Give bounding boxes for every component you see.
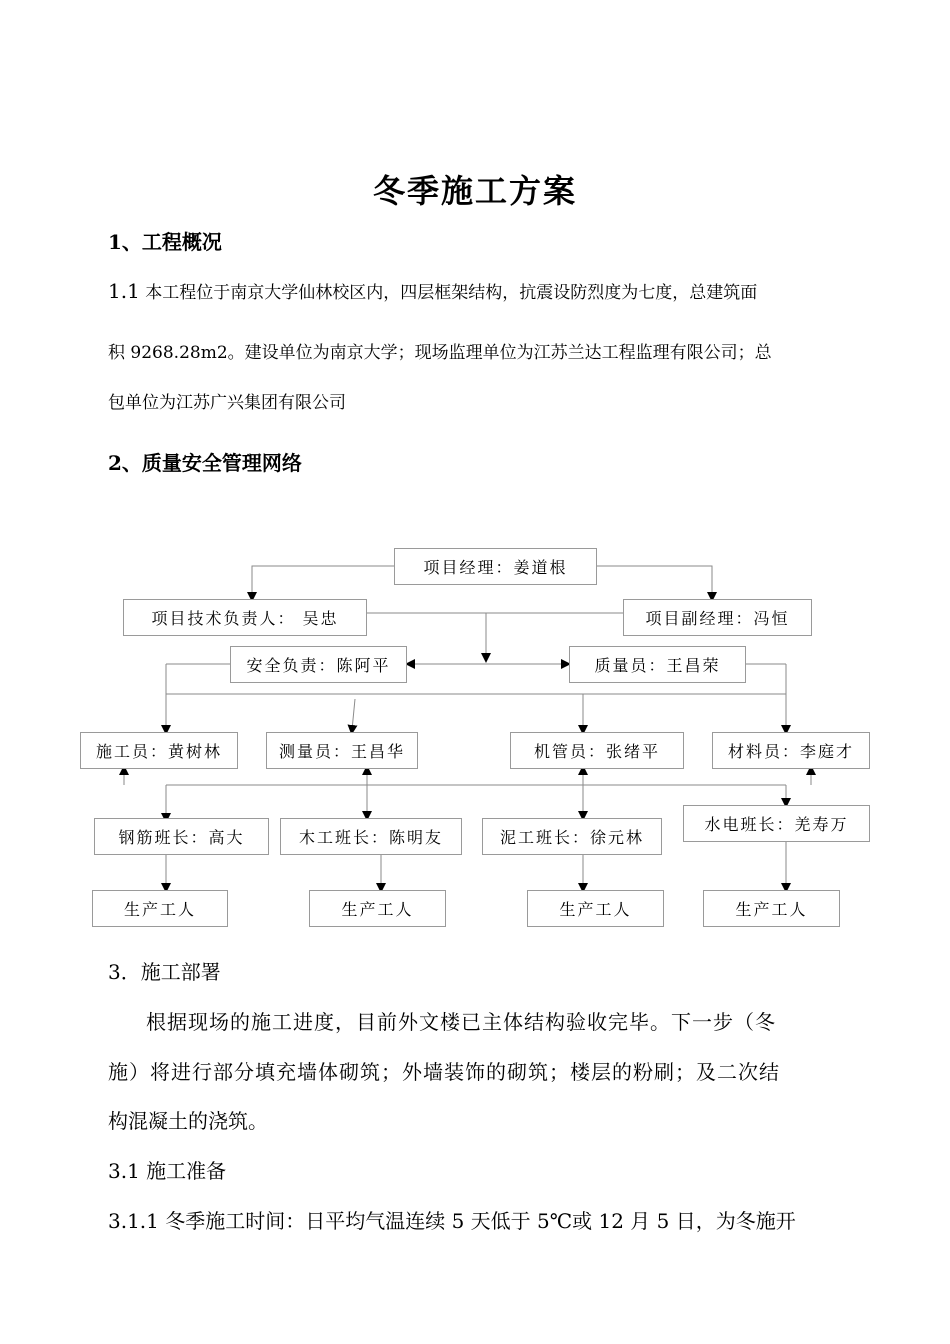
org-box-materials-officer: 材料员：李庭才 [712, 732, 870, 769]
org-box-project-manager: 项目经理：姜道根 [394, 548, 597, 585]
section-3-para-line-2: 施）将进行部分填充墙体砌筑；外墙装饰的砌筑；楼层的粉刷；及二次结 [108, 1060, 780, 1084]
org-box-tech-lead: 项目技术负责人： 吴忠 [123, 599, 367, 636]
org-box-carpentry-foreman: 木工班长：陈明友 [280, 818, 462, 855]
paragraph-1-1-line-2: 积 9268.28m2。建设单位为南京大学；现场监理单位为江苏兰达工程监理有限公司；总 [108, 343, 772, 363]
org-box-workers-1: 生产工人 [92, 890, 228, 927]
paragraph-1-1-number: 1.1 [108, 279, 140, 303]
org-box-surveyor: 测量员：王昌华 [266, 732, 418, 769]
org-box-rebar-foreman: 钢筋班长：高大 [94, 818, 269, 855]
paragraph-1-1-text: 本工程位于南京大学仙林校区内，四层框架结构，抗震设防烈度为七度，总建筑面 [145, 283, 758, 303]
org-box-safety-lead: 安全负责：陈阿平 [230, 646, 407, 683]
section-3-1-heading: 3.1 施工准备 [108, 1159, 227, 1183]
section-3-heading: 3．施工部署 [108, 960, 221, 984]
org-box-quality-officer: 质量员：王昌荣 [569, 646, 746, 683]
org-box-masonry-foreman: 泥工班长：徐元林 [482, 818, 662, 855]
org-box-workers-2: 生产工人 [309, 890, 446, 927]
section-3-para-line-1: 根据现场的施工进度，目前外文楼已主体结构验收完毕。下一步（冬 [146, 1010, 776, 1034]
org-box-workers-3: 生产工人 [527, 890, 664, 927]
section-3-para-line-3: 构混凝土的浇筑。 [108, 1109, 268, 1133]
section-2-heading: 2、质量安全管理网络 [108, 451, 302, 475]
org-box-plumbing-foreman: 水电班长：羌寿万 [683, 805, 870, 842]
section-1-heading: 1、工程概况 [108, 230, 222, 254]
paragraph-1-1-line-3: 包单位为江苏广兴集团有限公司 [108, 393, 346, 413]
section-3-1-1-line: 3.1.1 冬季施工时间：日平均气温连续 5 天低于 5℃或 12 月 5 日，为冬施开 [108, 1209, 796, 1233]
org-box-deputy-manager: 项目副经理：冯恒 [623, 599, 812, 636]
org-box-machinery-officer: 机管员：张绪平 [510, 732, 684, 769]
org-box-workers-4: 生产工人 [703, 890, 840, 927]
org-box-construction-officer: 施工员：黄树林 [80, 732, 238, 769]
document-title: 冬季施工方案 [372, 172, 577, 210]
